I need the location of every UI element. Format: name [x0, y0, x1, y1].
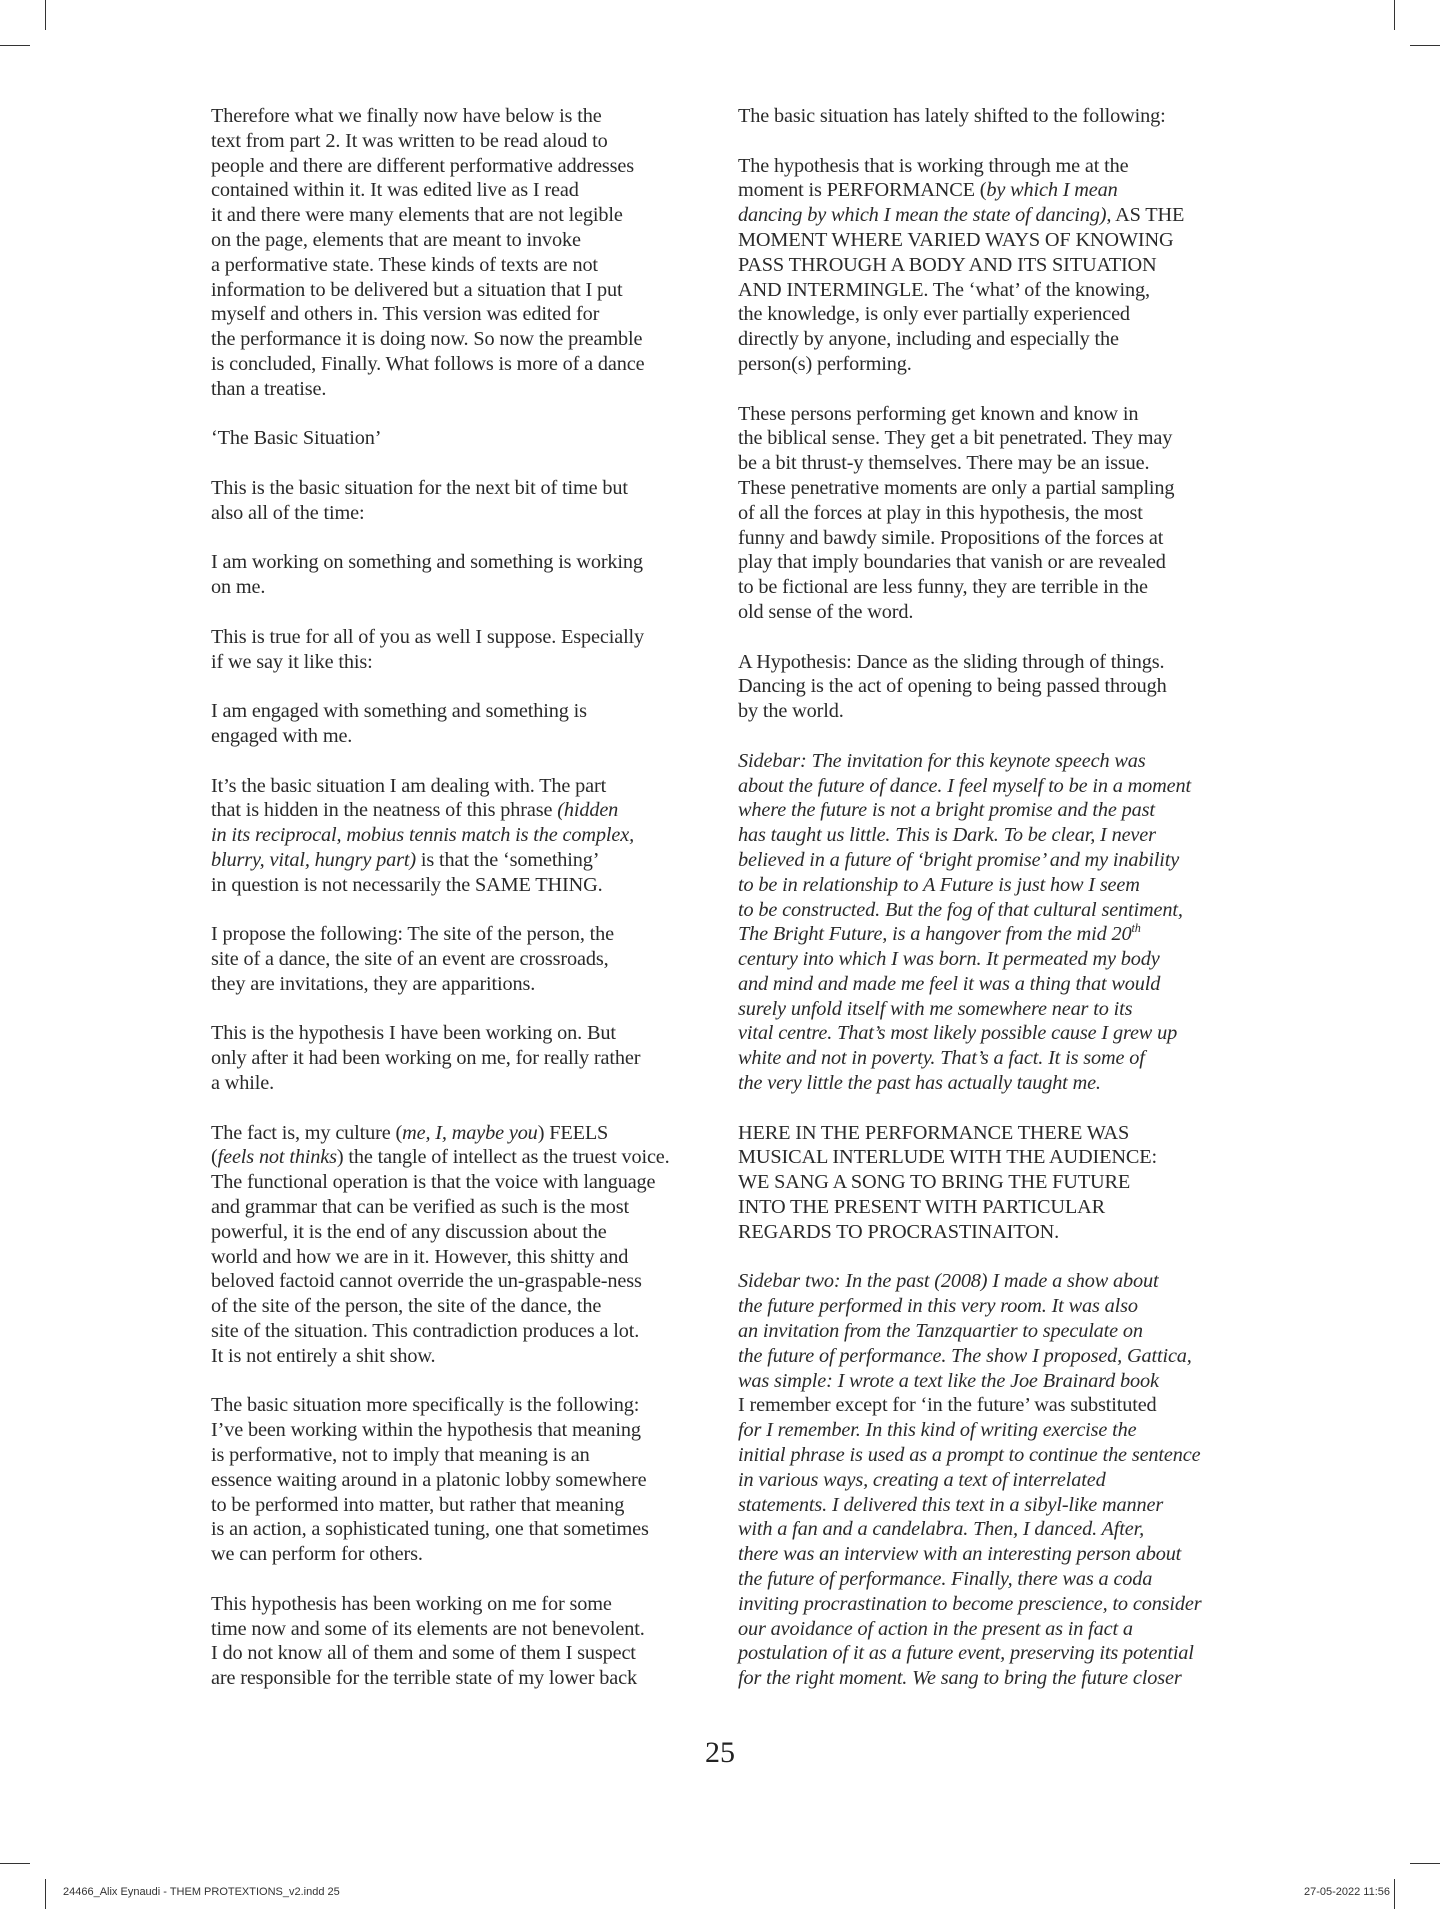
italic-run: (hidden in its reciprocal, mobius tennis match is the complex, blurry, vital, hungry part) — [211, 799, 634, 871]
left-column — [211, 104, 689, 1691]
upright-run: except for ‘in the future’ was substituted — [835, 1394, 1157, 1417]
superscript: th — [1131, 921, 1141, 936]
caps-paragraph: HERE IN THE PERFORMANCE THERE WAS MUSICAL INTERLUDE WITH THE AUDIENCE: WE SANG A SONG TO BRING THE FUTURE INTO THE PRESENT WITH PARTICULAR REGARDS TO PROCRASTINAITON. — [738, 1121, 1157, 1243]
paragraph: I am engaged with something and something is engaged with me. — [211, 700, 587, 747]
crop-mark — [45, 1879, 46, 1909]
sidebar-paragraph — [738, 1269, 1238, 1691]
sidebar-paragraph — [738, 749, 1238, 1096]
page-number: 25 — [705, 1736, 735, 1769]
paragraph: I propose the following: The site of the person, the site of a dance, the site of an event are crossroads, they are invitations, they are apparitions. — [211, 923, 614, 995]
slug-date-info: 27-05-2022 11:56 — [1303, 1886, 1390, 1898]
crop-mark — [1394, 0, 1395, 30]
upright-run: I remember — [738, 1394, 831, 1417]
crop-mark — [1410, 45, 1440, 46]
text-run: The fact is, my culture ( — [211, 1121, 403, 1144]
crop-mark — [0, 1863, 30, 1864]
italic-run: me, I, maybe you — [402, 1121, 538, 1144]
text-run: Sidebar: The invitation for this keynote speech was about the future of dance. I feel myself to be in a moment where the future is not a bright promise and the past has taught us little. This is Dark. To be clear, I never believed in a future of ‘bright promise’ and my inability to be in relationship to A Future is just how I seem to be constructed. But the fog of that cultural sentiment, The Bright Future, is a hangover from the mid 20 — [738, 749, 1191, 946]
text-run: is that the ‘something’ in question is not necessarily the SAME THING. — [211, 848, 603, 896]
paragraph: This hypothesis has been working on me for some time now and some of its elements are not benevolent. I do not know all of them and some of them I suspect are responsible for the terrible state of my lower back — [211, 1592, 645, 1690]
paragraph: This is true for all of you as well I suppose. Especially if we say it like this: — [211, 625, 645, 673]
text-run: for I remember — [738, 1419, 856, 1442]
text-run: It’s the basic situation I am dealing with. The part that is hidden in the neatness of this phrase — [211, 774, 607, 822]
crop-mark — [1394, 1879, 1395, 1909]
right-column — [738, 104, 1238, 1691]
text-run: ) FEELS ( — [211, 1121, 609, 1169]
paragraph: This is the hypothesis I have been working on. But only after it had been working on me, for really rather a while. — [211, 1022, 641, 1095]
slug-file-info: 24466_Alix Eynaudi - THEM PROTEXTIONS_v2.indd 25 — [63, 1886, 340, 1898]
paragraph: These persons performing get known and know in the biblical sense. They get a bit penetrated. They may be a bit thrust-y themselves. There may be an issue. These penetrative moments are only a partial sampling of all the forces at play in this hypothesis, the most funny and bawdy simile. Propositions of the forces at play that imply boundaries that vanish or are revealed to be fictional are less funny, they are terrible in the old sense of the word. — [738, 402, 1175, 623]
paragraph: The basic situation has lately shifted to the following: — [738, 105, 1166, 127]
paragraph — [738, 154, 1238, 377]
paragraph — [211, 774, 689, 898]
paragraph: I am working on something and something is working on me. — [211, 551, 643, 599]
crop-mark — [45, 0, 46, 30]
text-run: AS THE MOMENT WHERE VARIED WAYS OF KNOWING PASS THROUGH A BODY AND ITS SITUATION AND INTERMINGLE. The ‘what’ of the knowing, the knowledge, is only ever partially experienced directly by anyone, including and especially the person(s) performing. — [738, 204, 1185, 375]
paragraph: This is the basic situation for the next bit of time but also all of the time: — [211, 476, 628, 524]
paragraph: The basic situation more specifically is the following: I’ve been working within the hypothesis that meaning is performative, not to imply that meaning is an essence waiting around in a platonic lobby somewhere to be performed into matter, but rather that meaning is an action, a sophisticated tuning, one that sometimes we can perform for others. — [211, 1394, 649, 1566]
italic-run: feels not thinks — [217, 1146, 337, 1169]
crop-mark — [0, 45, 30, 46]
text-run: century into which I was born. It permeated my body and mind and made me feel it was a thing that would surely unfold itself with me somewhere near to its vital centre. That’s most likely possible cause I grew up white and not in poverty. That’s a fact. It is some of the very little the past has actually taught me. — [738, 948, 1178, 1095]
italic-run: by which I mean dancing by which I mean the state of dancing), — [738, 179, 1118, 227]
text-run: ) the tangle of intellect as the truest voice. The functional operation is that the voice with language and grammar that can be verified as such is the most powerful, it is the end of any discussion about the world and how we are in it. However, this shitty and beloved factoid cannot override the un-graspable-ness of the site of the person, the site of the dance, the site of the situation. This contradiction produces a lot. It is not entirely a shit show. — [211, 1146, 670, 1367]
crop-mark — [1410, 1863, 1440, 1864]
paragraph — [211, 1121, 689, 1369]
paragraph: A Hypothesis: Dance as the sliding through of things. Dancing is the act of opening to being passed through by the world. — [738, 650, 1167, 723]
text-run: . In this kind of writing exercise the initial phrase is used as a prompt to continue the sentence in various ways, creating a text of interrelated statements. I delivered this text in a sibyl-like manner with a fan and a candelabra. Then, I danced. After, there was an interview with an interesting person about the future of performance. Finally, there was a coda inviting procrastination to become prescience, to consider our avoidance of action in the present as in fact a postulation of it as a future event, preserving its potential for the right moment. We sang to bring the future closer — [738, 1419, 1202, 1690]
paragraph: Therefore what we finally now have below is the text from part 2. It was written to be read aloud to people and there are different performative addresses contained within it. It was edited live as I read it and there were many elements that are not legible on the page, elements that are meant to invoke a performative state. These kinds of texts are not information to be delivered but a situation that I put myself and others in. This version was edited for the performance it is doing now. So now the preamble is concluded, Finally. What follows is more of a dance than a treatise. — [211, 105, 645, 400]
text-run: The hypothesis that is working through me at the moment is PERFORMANCE ( — [738, 154, 1129, 202]
text-run: Sidebar two: In the past (2008) I made a show about the future performed in this very room. It was also an invitation from the Tanzquartier to speculate on the future of performance. The show I proposed, Gattica, was simple: I wrote a text like the Joe Brainard book — [738, 1270, 1192, 1392]
section-heading: ‘The Basic Situation’ — [211, 427, 382, 450]
